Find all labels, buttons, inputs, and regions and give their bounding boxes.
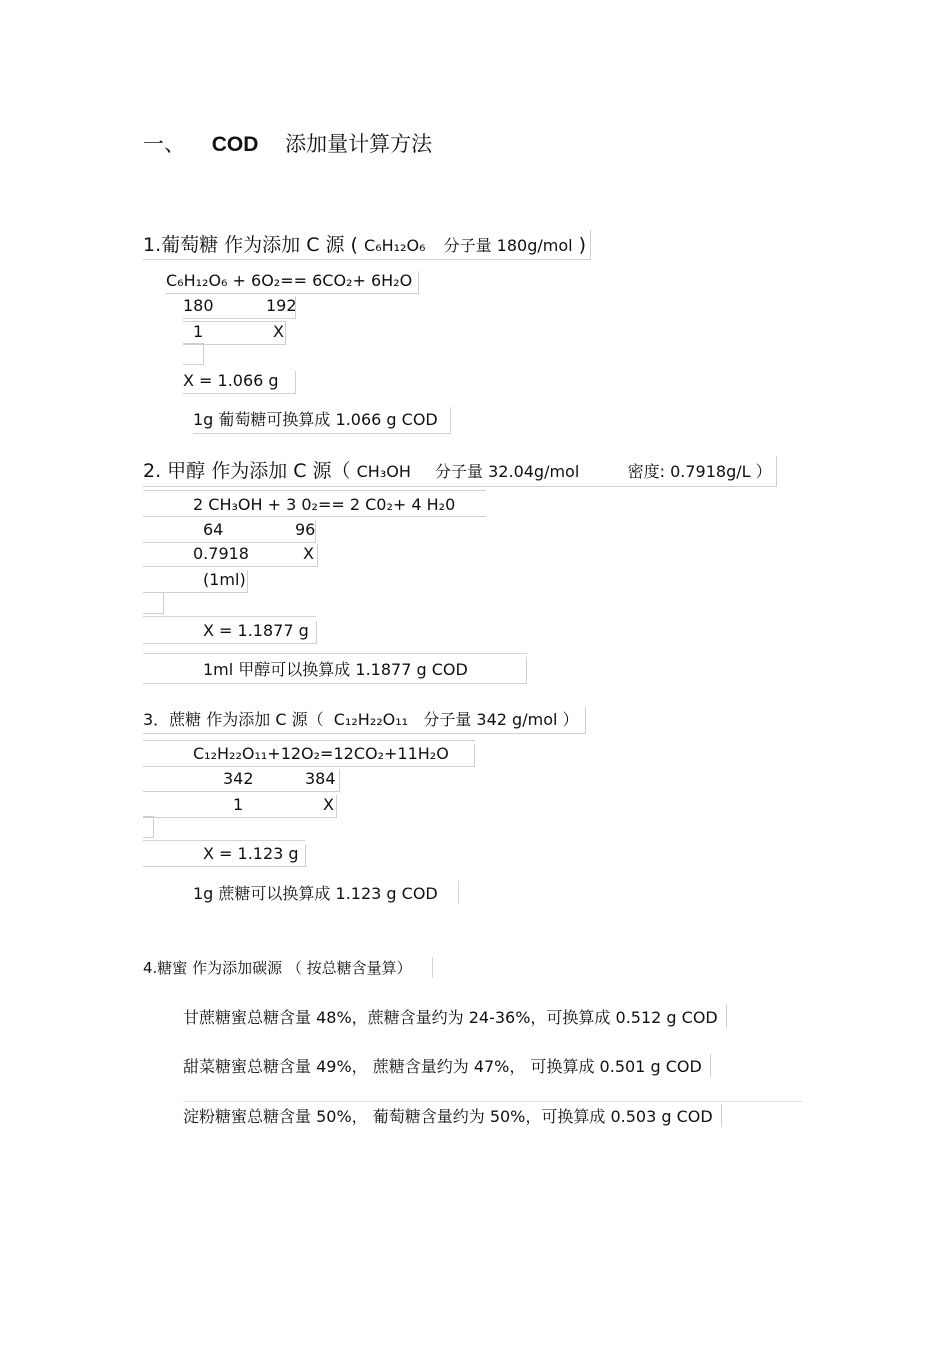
section1-r1b: 192 bbox=[266, 296, 297, 315]
section2-r2a: 0.7918 bbox=[193, 544, 249, 563]
divider bbox=[143, 840, 305, 841]
section2-formula: CH₃OH bbox=[356, 462, 411, 481]
section1-result: X = 1.066 g bbox=[183, 371, 296, 394]
section2-ratio-row3 bbox=[143, 570, 248, 593]
section1-r2b: X bbox=[273, 322, 284, 341]
section3-r1a: 342 bbox=[223, 769, 254, 788]
section3-empty-cell bbox=[143, 816, 154, 838]
divider bbox=[143, 516, 486, 517]
section2-r1b: 96 bbox=[295, 520, 316, 539]
section2-heading bbox=[143, 456, 777, 487]
section2-result-text: X = 1.1877 g bbox=[203, 621, 309, 640]
section1-empty-cell bbox=[183, 343, 204, 365]
section3-r1b: 384 bbox=[305, 769, 336, 788]
section1-conclusion: 1g 葡萄糖可换算成 1.066 g COD bbox=[193, 407, 451, 434]
section3-mw: 分子量 342 g/mol ） bbox=[423, 710, 579, 729]
section2-conclusion bbox=[143, 657, 527, 684]
section1-r1a: 180 bbox=[183, 296, 214, 315]
section1-ratio-row1 bbox=[183, 296, 296, 319]
section1-formula: C₆H₁₂O₆ bbox=[364, 236, 426, 255]
title-cod: COD bbox=[211, 133, 259, 156]
section3-ratio-row1 bbox=[143, 769, 340, 792]
section3-ratio-row2 bbox=[143, 795, 337, 818]
section3-result-text: X = 1.123 g bbox=[203, 844, 299, 863]
page-title bbox=[143, 128, 432, 158]
section1-mw: 分子量 180g/mol bbox=[443, 236, 573, 255]
section3-heading bbox=[143, 707, 586, 734]
section2-r3: (1ml) bbox=[203, 570, 246, 589]
section2-r1a: 64 bbox=[203, 520, 224, 539]
section2-result bbox=[143, 621, 317, 644]
section3-conclusion: 1g 蔗糖可以换算成 1.123 g COD bbox=[193, 881, 459, 904]
section1-close: ) bbox=[578, 234, 587, 256]
section2-heading-text: 2. 甲醇 作为添加 C 源（ bbox=[143, 460, 351, 482]
section1-heading bbox=[143, 230, 591, 260]
section3-r2b: X bbox=[323, 795, 334, 814]
section3-equation bbox=[143, 744, 475, 767]
section3-result bbox=[143, 844, 306, 867]
section2-conclusion-text: 1ml 甲醇可以换算成 1.1877 g COD bbox=[203, 660, 468, 679]
section1-ratio-row2 bbox=[183, 321, 286, 345]
divider bbox=[183, 1101, 803, 1102]
section1-r2a: 1 bbox=[193, 322, 204, 341]
section2-equation: 2 CH₃OH + 3 0₂== 2 C0₂+ 4 H₂0 bbox=[193, 495, 456, 514]
section3-heading-text: 3．蔗糖 作为添加 C 源（ bbox=[143, 710, 324, 729]
section3-formula: C₁₂H₂₂O₁₁ bbox=[333, 710, 409, 729]
section2-r2b: X bbox=[303, 544, 314, 563]
title-number: 一、 bbox=[143, 132, 185, 156]
title-text: 添加量计算方法 bbox=[285, 132, 433, 156]
section4-line3: 淀粉糖蜜总糖含量 50%， 葡萄糖含量约为 50%，可换算成 0.503 g COD bbox=[183, 1104, 722, 1127]
section2-density: 密度: 0.7918g/L ） bbox=[627, 462, 772, 481]
divider bbox=[143, 740, 475, 741]
section2-ratio-row1 bbox=[143, 520, 316, 543]
section3-equation-text: C₁₂H₂₂O₁₁+12O₂=12CO₂+11H₂O bbox=[193, 744, 449, 763]
section1-heading-text: 1.葡萄糖 作为添加 C 源 ( bbox=[143, 234, 358, 256]
section1-equation: C₆H₁₂O₆ + 6O₂== 6CO₂+ 6H₂O bbox=[166, 271, 419, 294]
section4-line1: 甘蔗糖蜜总糖含量 48%，蔗糖含量约为 24-36%，可换算成 0.512 g COD bbox=[183, 1005, 727, 1028]
divider bbox=[143, 653, 527, 654]
section2-ratio-row2 bbox=[143, 544, 318, 567]
divider bbox=[143, 616, 316, 617]
section4-heading: 4.糖蜜 作为添加碳源 （ 按总糖含量算） bbox=[143, 957, 433, 978]
section2-empty-cell bbox=[143, 592, 164, 614]
section4-line2: 甜菜糖蜜总糖含量 49%， 蔗糖含量约为 47%， 可换算成 0.501 g COD bbox=[183, 1054, 711, 1077]
section3-r2a: 1 bbox=[233, 795, 244, 814]
divider bbox=[143, 490, 486, 491]
section2-mw: 分子量 32.04g/mol bbox=[435, 462, 580, 481]
